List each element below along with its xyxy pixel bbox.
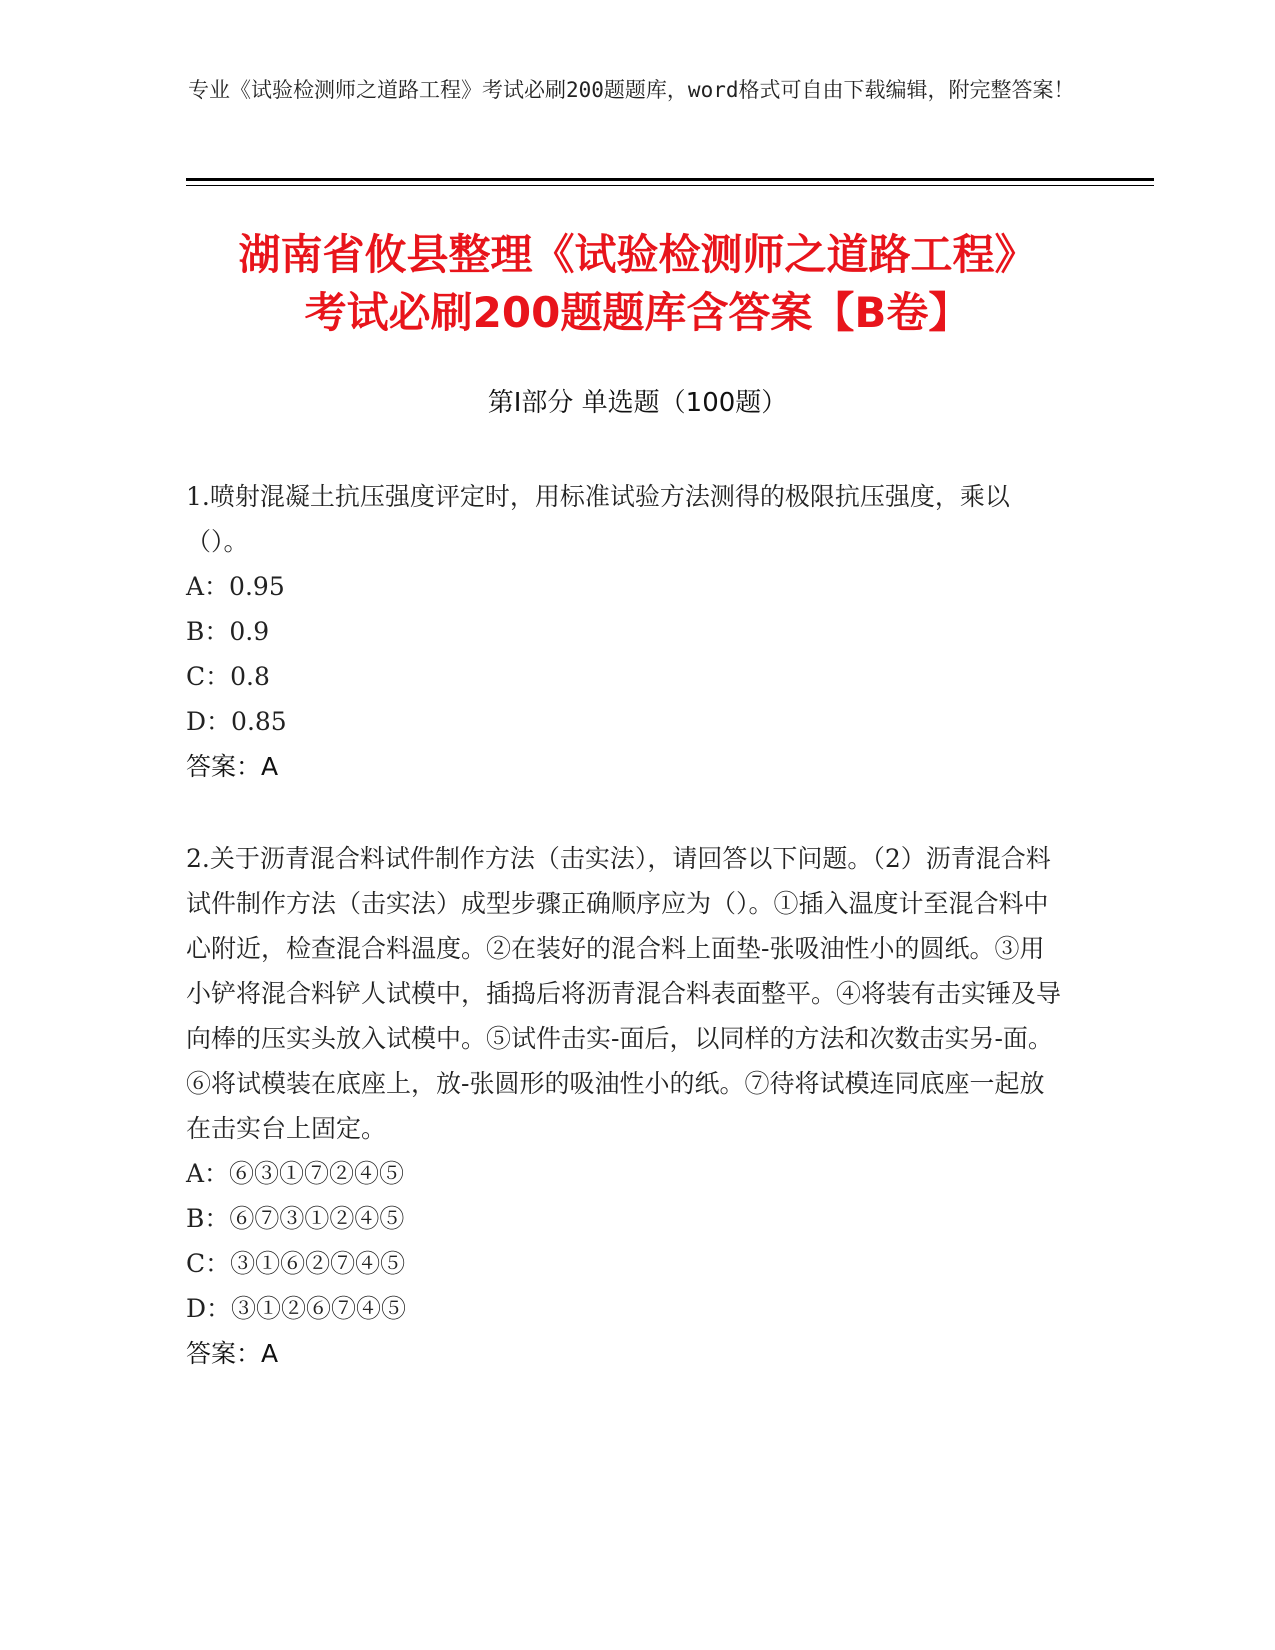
question-stem: 1.喷射混凝土抗压强度评定时，用标准试验方法测得的极限抗压强度，乘以（）。 (186, 482, 1010, 556)
answer: 答案：A (186, 752, 279, 781)
option-b: B：0.9 (186, 617, 270, 646)
option-c: C：③①⑥②⑦④⑤ (186, 1249, 406, 1278)
option-b: B：⑥⑦③①②④⑤ (186, 1204, 405, 1233)
question-1 (186, 474, 1066, 789)
document-title-line-2: 考试必刷200题题库含答案【B卷】 (304, 288, 971, 337)
option-a: A：⑥③①⑦②④⑤ (186, 1159, 405, 1188)
section-title: 第Ⅰ部分 单选题（100题） (487, 388, 788, 418)
option-d: D：③①②⑥⑦④⑤ (186, 1294, 407, 1323)
option-d: D：0.85 (186, 707, 287, 736)
document-title-line-1: 湖南省攸县整理《试验检测师之道路工程》 (238, 230, 1037, 279)
option-a: A：0.95 (186, 572, 285, 601)
question-stem: 2.关于沥青混合料试件制作方法（击实法），请回答以下问题。（2）沥青混合料试件制作方法（击实法）成型步骤正确顺序应为（）。①插入温度计至混合料中心附近，检查混合料温度。②在装好的混合料上面垫-张吸油性小的圆纸。③用小铲将混合料铲人试模中，插捣后将沥青混合料表面整平。④将装有击实锤及导向棒的压实头放入试模中。⑤试件击实-面后，以同样的方法和次数击实另-面。⑥将试模装在底座上，放-张圆形的吸油性小的纸。⑦待将试模连同底座一起放在击实台上固定。 (186, 844, 1062, 1143)
header-note: 专业《试验检测师之道路工程》考试必刷200题题库，word格式可自由下载编辑，附完整答案！ (188, 78, 1075, 102)
header-divider-thick (186, 178, 1154, 181)
question-2 (186, 836, 1066, 1376)
option-c: C：0.8 (186, 662, 270, 691)
header-divider-thin (186, 185, 1154, 186)
answer: 答案：A (186, 1339, 279, 1368)
